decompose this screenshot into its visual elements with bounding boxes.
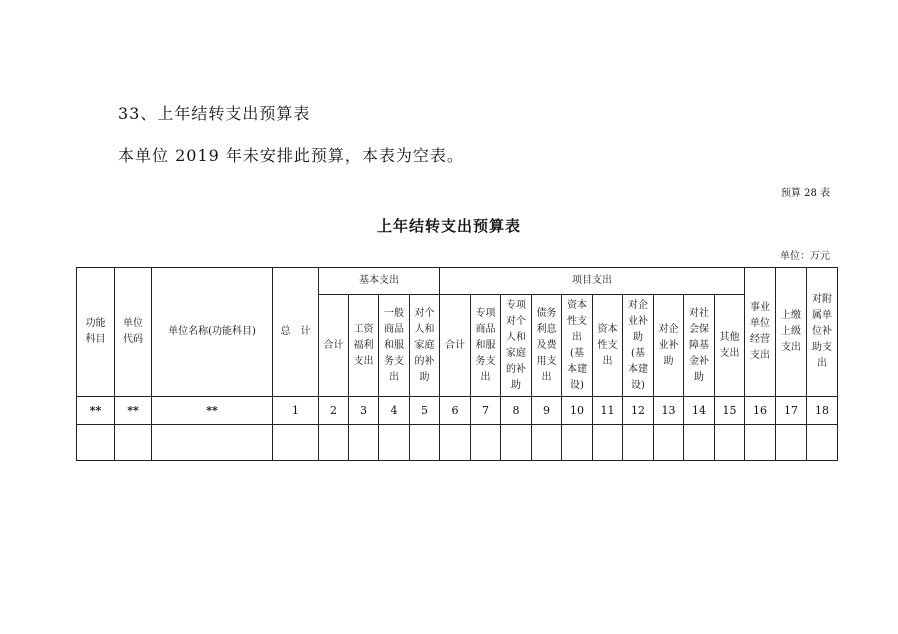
- empty-data-row: [77, 425, 838, 461]
- header-affiliated-subsidy: 对附属单位补助支出: [807, 268, 838, 397]
- header-total: 总 计: [273, 268, 319, 397]
- header-basic-expenditure: 基本支出: [319, 268, 440, 295]
- table-number: 预算 28 表: [780, 188, 830, 199]
- index-cell: 13: [654, 397, 684, 425]
- header-func-subject: 功能科目: [77, 268, 115, 397]
- empty-cell: [654, 425, 684, 461]
- empty-cell: [471, 425, 501, 461]
- header-project-expenditure: 项目支出: [440, 268, 745, 295]
- empty-cell: [319, 425, 349, 461]
- header-other: 其他支出: [715, 295, 745, 397]
- index-cell: 11: [593, 397, 623, 425]
- header-business-operation: 事业单位经营支出: [745, 268, 776, 397]
- index-cell: 1: [273, 397, 319, 425]
- empty-cell: [684, 425, 715, 461]
- empty-cell: [379, 425, 410, 461]
- empty-cell: [273, 425, 319, 461]
- empty-cell: [715, 425, 745, 461]
- header-capital-construction: 资本性支出(基本建设): [562, 295, 593, 397]
- empty-table-note: 本单位 2019 年未安排此预算，本表为空表。: [118, 146, 464, 165]
- header-wages: 工资福利支出: [349, 295, 379, 397]
- empty-cell: [77, 425, 115, 461]
- header-unit-code: 单位代码: [115, 268, 152, 397]
- header-remit-upper: 上缴上级支出: [776, 268, 807, 397]
- index-cell: 16: [745, 397, 776, 425]
- index-cell: 2: [319, 397, 349, 425]
- empty-cell: [152, 425, 273, 461]
- index-cell: 15: [715, 397, 745, 425]
- index-cell: 10: [562, 397, 593, 425]
- table-title: 上年结转支出预算表: [376, 217, 521, 235]
- unit-label: 单位：万元: [780, 251, 830, 262]
- index-cell: **: [152, 397, 273, 425]
- header-personal-family: 对个人和家庭的补助: [410, 295, 440, 397]
- empty-cell: [501, 425, 532, 461]
- empty-cell: [440, 425, 471, 461]
- header-capital: 资本性支出: [593, 295, 623, 397]
- index-cell: 5: [410, 397, 440, 425]
- empty-cell: [562, 425, 593, 461]
- budget-table: [76, 267, 838, 461]
- index-cell: 18: [807, 397, 838, 425]
- empty-cell: [349, 425, 379, 461]
- empty-cell: [410, 425, 440, 461]
- index-cell: 6: [440, 397, 471, 425]
- header-project-total: 合计: [440, 295, 471, 397]
- empty-cell: [807, 425, 838, 461]
- index-cell: **: [115, 397, 152, 425]
- header-goods-services: 一般商品和服务支出: [379, 295, 410, 397]
- empty-cell: [532, 425, 562, 461]
- header-special-goods: 专项商品和服务支出: [471, 295, 501, 397]
- header-debt-interest: 债务利息及费用支出: [532, 295, 562, 397]
- index-cell: 3: [349, 397, 379, 425]
- index-cell: **: [77, 397, 115, 425]
- header-unit-name: 单位名称(功能科目): [152, 268, 273, 397]
- index-cell: 4: [379, 397, 410, 425]
- index-cell: 7: [471, 397, 501, 425]
- index-cell: 17: [776, 397, 807, 425]
- header-enterprise-construction: 对企业补助(基本建设): [623, 295, 654, 397]
- header-project-personal: 专项对个人和家庭的补助: [501, 295, 532, 397]
- header-enterprise: 对企业补助: [654, 295, 684, 397]
- index-cell: 14: [684, 397, 715, 425]
- index-cell: 12: [623, 397, 654, 425]
- empty-cell: [776, 425, 807, 461]
- index-row: [77, 397, 838, 425]
- header-social-security: 对社会保障基金补助: [684, 295, 715, 397]
- index-cell: 9: [532, 397, 562, 425]
- empty-cell: [623, 425, 654, 461]
- index-cell: 8: [501, 397, 532, 425]
- section-heading: 33、上年结转支出预算表: [118, 104, 311, 123]
- empty-cell: [745, 425, 776, 461]
- header-basic-total: 合计: [319, 295, 349, 397]
- header-row-1: [77, 268, 838, 295]
- empty-cell: [593, 425, 623, 461]
- empty-cell: [115, 425, 152, 461]
